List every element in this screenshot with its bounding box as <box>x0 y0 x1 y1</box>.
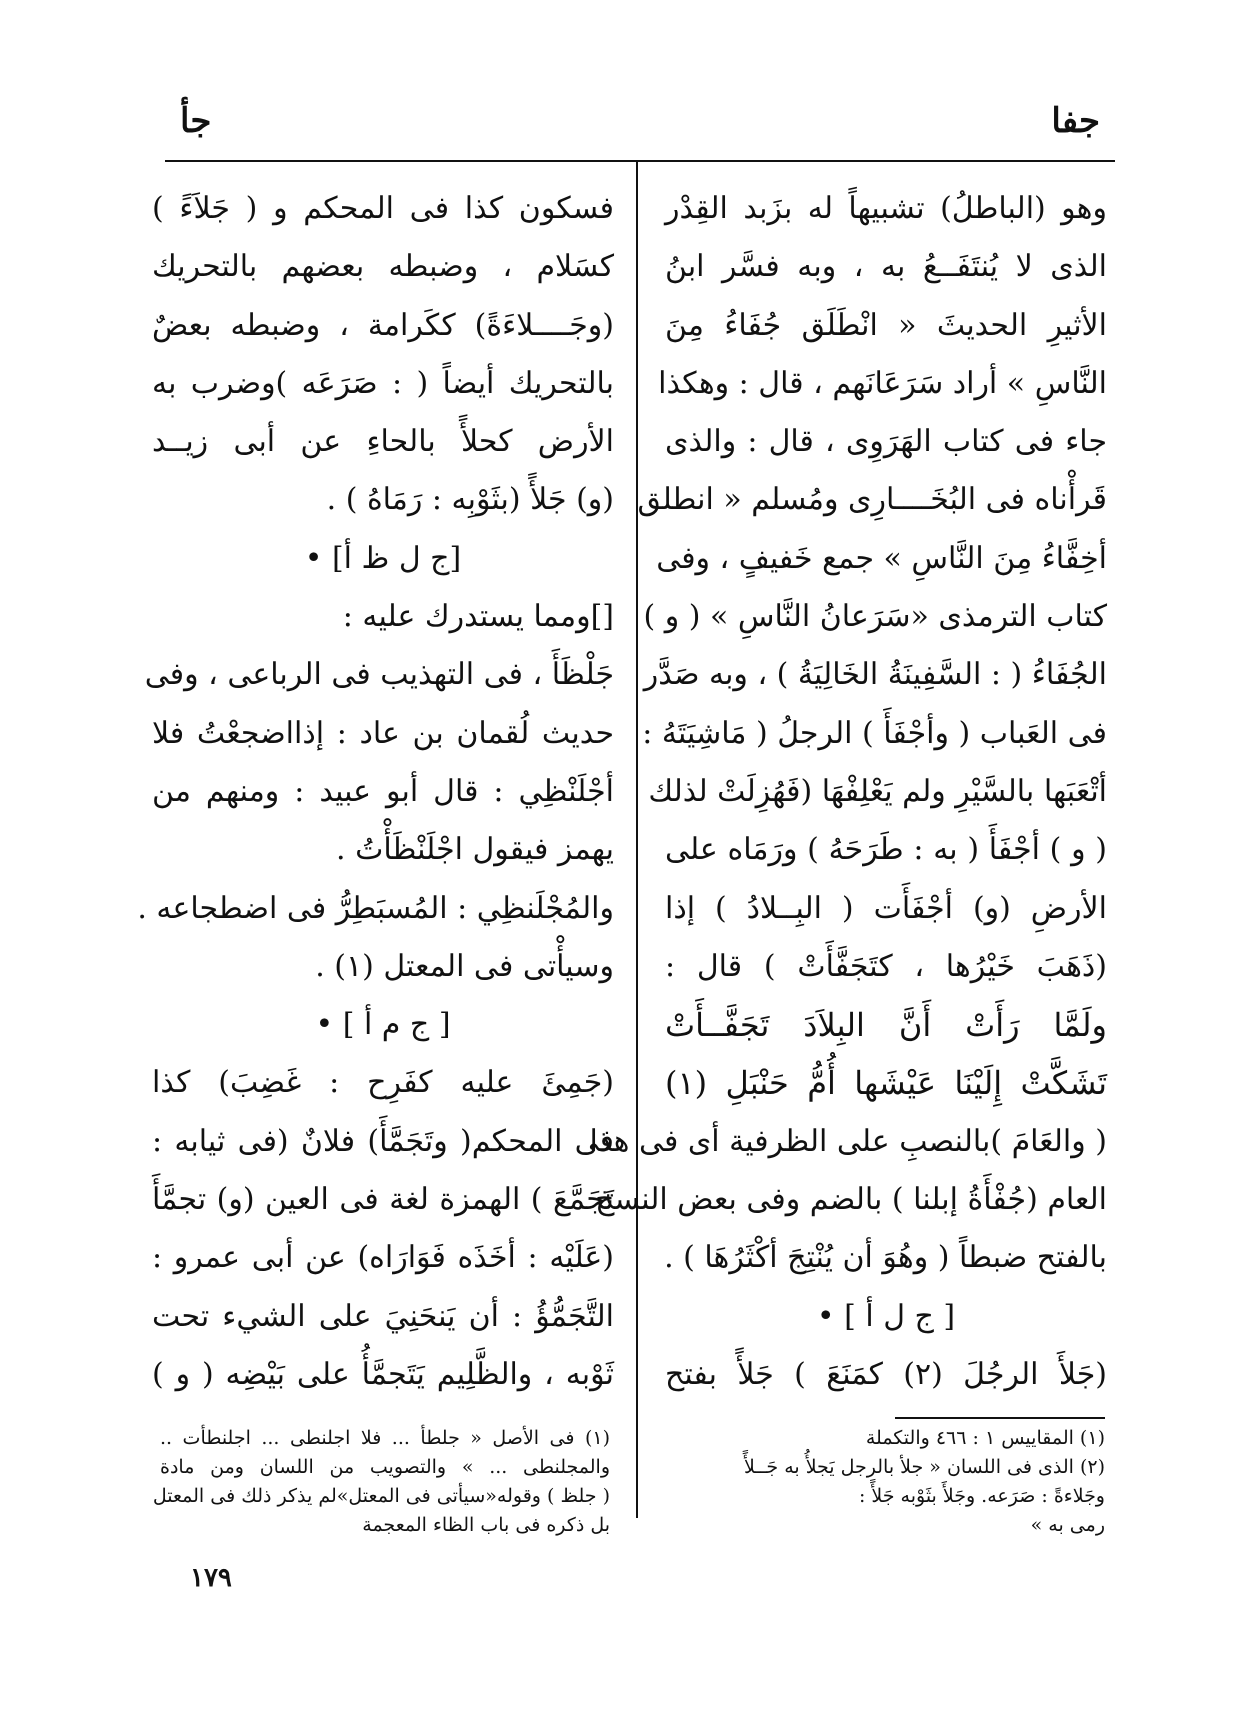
text-line: ( و ) أجْفَأَ ( به : طَرَحَهُ ) ورَمَاه على <box>665 832 1107 868</box>
text-line: حديث لُقمان بن عاد : إذااضجعْتُ فلا <box>152 715 614 751</box>
entry-heading: [ج ل ظ أ] • <box>304 540 462 576</box>
entry-heading: [ ج م أ ] • <box>315 1007 451 1043</box>
text-line: النَّاسِ » أراد سَرَعَانَهم ، قال : وهكذا <box>658 365 1107 401</box>
footnote-line: رمى به » <box>1030 1514 1105 1536</box>
text-line: الأرضِ (و) أجْفَأَت ( البِــلادُ ) إذا <box>665 890 1107 926</box>
footnote-line: بل ذكره فى باب الظاء المعجمة <box>362 1514 610 1536</box>
text-line: أجْلَنْظِي : قال أبو عبيد : ومنهم من <box>152 773 614 809</box>
text-line: كسَلام ، وضبطه بعضهم بالتحريك <box>152 249 614 285</box>
footnote-rule <box>895 1417 1105 1419</box>
text-line: ثَوْبه ، والظَّلِيم يَتَجمَّأُ على بَيْضِه ( و ) <box>152 1356 614 1392</box>
footnotes-right <box>743 1424 1105 1540</box>
text-line: (عَلَيْه : أخَذَه فَوَارَاه) عن أبى عمرو : <box>152 1240 614 1276</box>
footnotes-left <box>152 1424 610 1540</box>
footnote-line: والمجلنطى ... » والتصويب من اللسان ومن مادة <box>160 1456 610 1478</box>
text-line: ( والعَامَ )بالنصبِ على الظرفية أى فى هذا <box>589 1123 1107 1159</box>
page-number: ١٧٩ <box>190 1563 232 1593</box>
footnote-line: (١) فى الأصل « جلطأ ... فلا اجلنطى ... اجلنطأت .. <box>160 1427 610 1449</box>
footnote-line: (٢) الذى فى اللسان « جلأ بالرجل يَجلأُ به جَــلأً <box>743 1456 1105 1478</box>
text-line: قَرأْناه فى البُخَــــارِى ومُسلم « انطلق <box>637 482 1107 518</box>
text-line: الأرض كحلأً بالحاءِ عن أبى زيــد <box>152 424 614 460</box>
text-line: والمُجْلَنظِي : المُسبَطِرُّ فى اضطجاعه . <box>137 890 614 926</box>
text-line: فى المحكم( وتَجَمَّأَ) فلانٌ (فى ثيابه : <box>152 1123 614 1159</box>
text-line: التَّجَمُّؤُ : أن يَنحَنِيَ على الشيء تحت <box>152 1298 614 1334</box>
header-rule <box>165 160 1115 162</box>
text-line: العام (جُفْأَةُ إبلنا ) بالضم وفى بعض النسخ <box>595 1182 1107 1218</box>
text-line: الأثيرِ الحديثَ « انْطَلَق جُفَاءُ مِنَ <box>665 307 1107 343</box>
right-column <box>589 180 1107 1404</box>
poem-line: تَشَكَّتْ إِلَيْنَا عَيْشَها أُمُّ حَنْبَلِ (١) <box>665 1064 1107 1103</box>
poem-line: ولَمَّا رَأَتْ أَنَّ البِلاَدَ تَجَفَّــأَتْ <box>665 1006 1107 1045</box>
running-header-left: جأ <box>180 101 212 141</box>
text-line: أخِفَّاءُ مِنَ النَّاسِ » جمع خَفيفٍ ، وفى <box>656 540 1107 576</box>
text-line: يهمز فيقول اجْلَنْظَأْتُ . <box>336 832 614 868</box>
text-line: أتْعَبَها بالسَّيْرِ ولم يَعْلِفْهَا (فَهُزِلَتْ لذلك <box>648 773 1107 809</box>
text-line: وهو (الباطلُ) تشبيهاً له بزَبد القِدْر <box>665 191 1107 226</box>
text-line: كتاب الترمذى «سَرَعانُ النَّاسِ » ( و ) <box>643 599 1107 635</box>
footnote-line: وجَلاءةً : صَرَعه. وجَلأَ بثَوْبه جَلأً : <box>858 1485 1105 1507</box>
text-line: (ذَهَبَ خَيْرُها ، كتَجَفَّأَتْ ) قال : <box>665 948 1107 984</box>
text-line: بالفتح ضبطاً ( وهُوَ أن يُنْتِجَ أكْثَرُهَا ) . <box>664 1240 1107 1276</box>
text-line: الذى لا يُنتَفَــعُ به ، وبه فسَّر ابنُ <box>665 249 1107 285</box>
text-line: جاء فى كتاب الهَرَوِى ، قال : والذى <box>665 424 1107 460</box>
footnote-line: ( جلظ ) وقوله«سيأتى فى المعتل»لم يذكر ذلك فى المعتل <box>152 1485 610 1507</box>
text-line: الجُفَاءُ ( : السَّفِينَةُ الخَالِيَةُ ) ، وبه صَدَّر <box>643 657 1107 693</box>
footnote-line: (١) المقاييس ١ : ٤٦٦ والتكملة <box>865 1427 1105 1449</box>
text-line: فسكون كذا فى المحكم و ( جَلاَءً ) <box>152 191 615 226</box>
entry-heading: [ ج ل أ ] • <box>816 1298 956 1334</box>
text-line: بالتحريك أيضاً ( : صَرَعَه )وضرب به <box>152 365 614 401</box>
column-divider <box>636 161 638 1518</box>
text-line: وسيأْتى فى المعتل (١) . <box>315 948 614 984</box>
text-line: (جَمِئَ عليه كفَرِح : غَضِبَ) كذا <box>152 1065 614 1101</box>
text-line: []ومما يستدرك عليه : <box>342 599 614 635</box>
text-line: تَجَمَّعَ ) الهمزة لغة فى العين (و) تجمَّأَ <box>152 1182 614 1218</box>
text-line: (وجَــــلاءَةً) ككَرامة ، وضبطه بعضٌ <box>152 307 614 343</box>
text-line: (و) جَلأً (بثَوْبِه : رَمَاهُ ) . <box>326 482 614 518</box>
text-line: (جَلأَ الرجُلَ (٢) كمَنَعَ ) جَلأً بفتح <box>665 1356 1107 1392</box>
text-line: فى العَباب ( وأجْفَأَ ) الرجلُ ( مَاشِيَتَهُ : <box>642 715 1107 751</box>
left-column <box>137 180 615 1404</box>
running-header-right: جفا <box>1051 101 1100 141</box>
text-line: جَلْظَأَ ، فى التهذيب فى الرباعى ، وفى <box>144 657 614 693</box>
